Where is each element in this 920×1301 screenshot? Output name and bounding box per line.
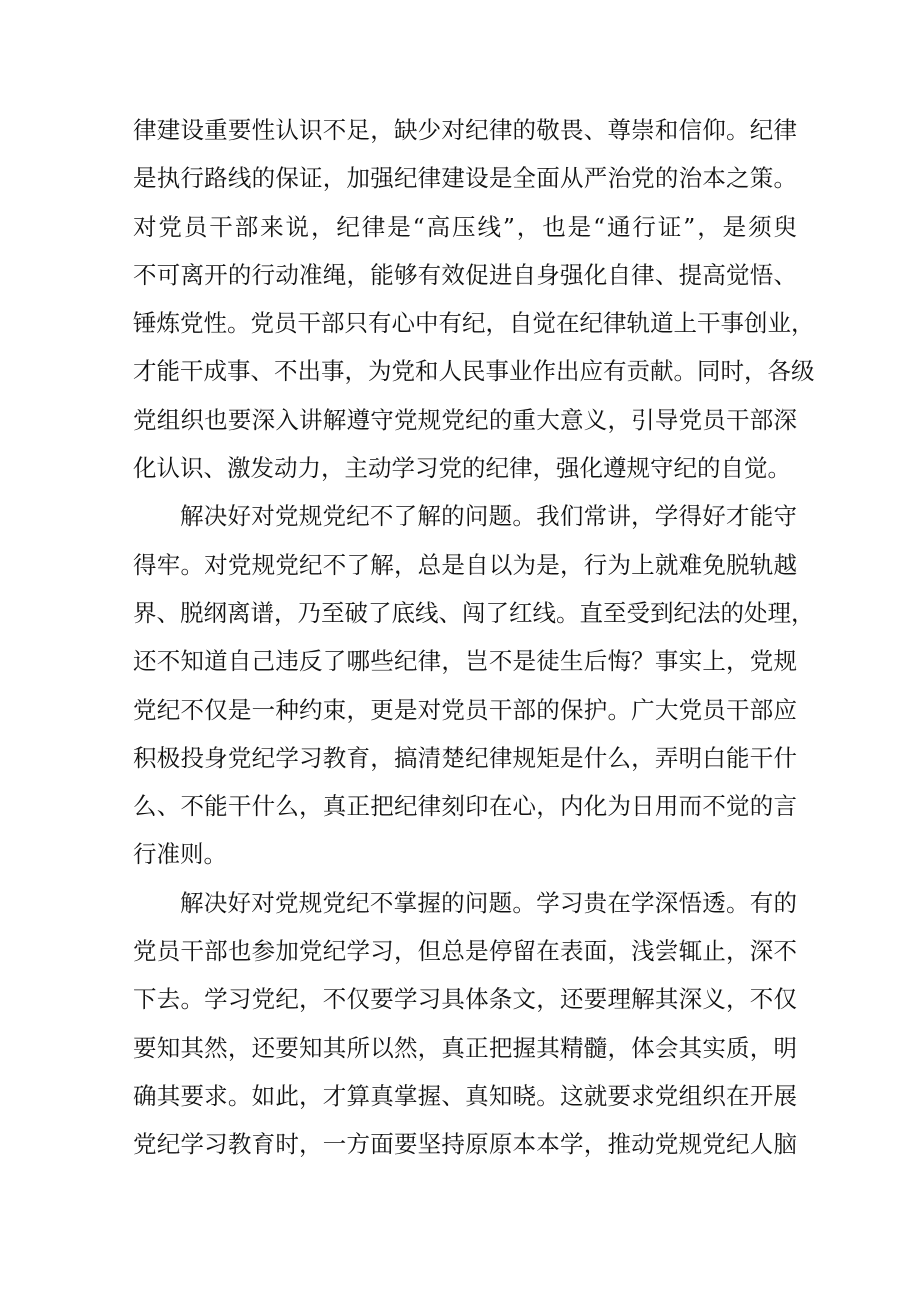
paragraph-line: 党组织也要深入讲解遵守党规党纪的重大意义，引导党员干部深 (133, 405, 797, 434)
paragraph-line: 党员干部也参加党纪学习，但总是停留在表面，浅尝辄止，深不 (133, 937, 797, 966)
paragraph-line: 是执行路线的保证，加强纪律建设是全面从严治党的治本之策。 (133, 164, 797, 193)
paragraph-line: 律建设重要性认识不足，缺少对纪律的敬畏、尊崇和信仰。纪律 (133, 116, 797, 144)
paragraph-line: 锤炼党性。党员干部只有心中有纪，自觉在纪律轨道上干事创业， (133, 309, 815, 338)
paragraph-line: 行准则。 (133, 840, 227, 869)
paragraph-line: 积极投身党纪学习教育，搞清楚纪律规矩是什么，弄明白能干什 (133, 743, 797, 772)
paragraph-line: 还不知道自己违反了哪些纪律，岂不是徒生后悔？事实上，党规 (133, 647, 797, 676)
document-body (133, 106, 815, 1169)
paragraph-line: 下去。学习党纪，不仅要学习具体条文，还要理解其深义，不仅 (133, 985, 797, 1014)
paragraph-line: 对党员干部来说，纪律是“高压线”，也是“通行证”，是须臾 (133, 212, 797, 241)
paragraph-line: 要知其然，还要知其所以然，真正把握其精髓，体会其实质，明 (133, 1033, 797, 1062)
paragraph-line: 解决好对党规党纪不了解的问题。我们常讲，学得好才能守 (180, 502, 797, 531)
paragraph-line: 解决好对党规党纪不掌握的问题。学习贵在学深悟透。有的 (180, 888, 797, 917)
paragraph-line: 党纪不仅是一种约束，更是对党员干部的保护。广大党员干部应 (133, 695, 797, 724)
paragraph-line: 得牢。对党规党纪不了解，总是自以为是，行为上就难免脱轨越 (133, 550, 797, 579)
paragraph-line: 才能干成事、不出事，为党和人民事业作出应有贡献。同时，各级 (133, 357, 815, 386)
paragraph-line: 党纪学习教育时，一方面要坚持原原本本学，推动党规党纪人脑 (133, 1130, 797, 1159)
paragraph-line: 确其要求。如此，才算真掌握、真知晓。这就要求党组织在开展 (133, 1081, 797, 1110)
paragraph-line: 化认识、激发动力，主动学习党的纪律，强化遵规守纪的自觉。 (133, 454, 791, 483)
paragraph-line: 不可离开的行动准绳，能够有效促进自身强化自律、提高觉悟、 (133, 260, 797, 289)
paragraph-line: 界、脱纲离谱，乃至破了底线、闯了红线。直至受到纪法的处理， (133, 598, 815, 627)
paragraph-line: 么、不能干什么，真正把纪律刻印在心，内化为日用而不觉的言 (133, 792, 797, 821)
